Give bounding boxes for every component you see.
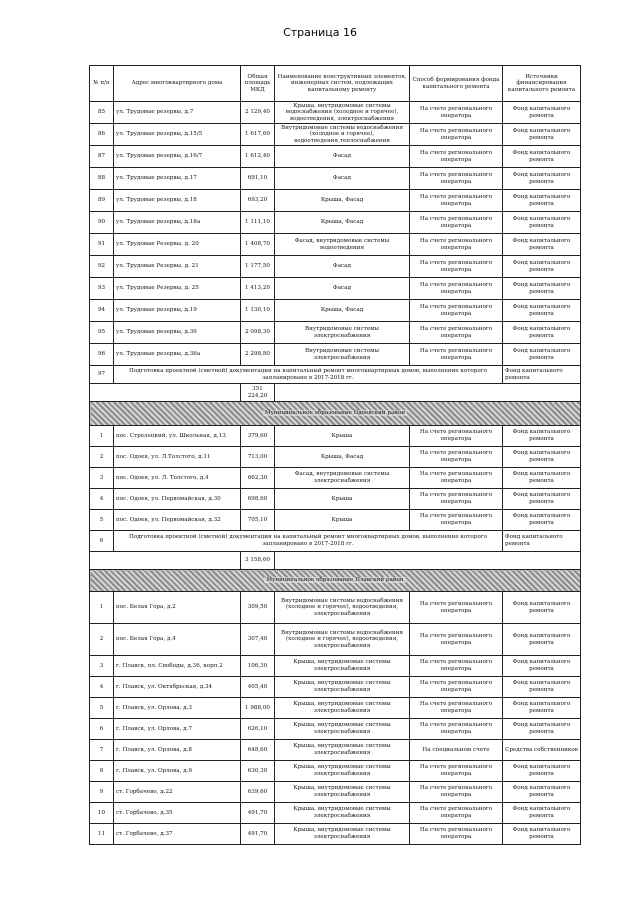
table-row <box>90 146 581 168</box>
row-work: Внутридомовые системы электроснабжения <box>275 344 410 366</box>
row-address: ул. Трудовые резервы, д.36а <box>114 344 241 366</box>
row-source: Фонд капитального ремонта <box>503 190 581 212</box>
row-area: 705,10 <box>241 510 275 531</box>
row-address: г. Плавск, пл. Свободы, д.36, корп.2 <box>114 656 241 677</box>
row-method: На счете регионального оператора <box>410 719 503 740</box>
design-description: Подготовка проектной (сметной) документации на капитальный ремонт многоквартирных домов, выполнение которого запланировано в 2017-2018 гг. <box>114 366 503 384</box>
table-row <box>90 740 581 761</box>
row-work: Крыша, внутридомовые системы электроснабжения <box>275 824 410 845</box>
row-method: На счете регионального оператора <box>410 824 503 845</box>
row-address: ст. Горбачево, д.35 <box>114 803 241 824</box>
row-method: На счете регионального оператора <box>410 234 503 256</box>
row-work: Фасад, внутридомовые системы электроснабжения <box>275 468 410 489</box>
row-method: На счете регионального оператора <box>410 278 503 300</box>
design-row <box>90 531 581 552</box>
row-source: Фонд капитального ремонта <box>503 489 581 510</box>
row-number: 5 <box>90 698 114 719</box>
row-address: ул. Трудовые резервы, д.17 <box>114 168 241 190</box>
row-address: ст. Горбачево, д.37 <box>114 824 241 845</box>
row-work: Крыша, внутридомовые системы электроснабжения <box>275 698 410 719</box>
table-row <box>90 190 581 212</box>
row-work: Крыша, внутридомовые системы электроснабжения <box>275 677 410 698</box>
row-number: 87 <box>90 146 114 168</box>
table-row <box>90 719 581 740</box>
row-area: 106,30 <box>241 656 275 677</box>
row-area: 693,20 <box>241 190 275 212</box>
row-work: Фасад <box>275 256 410 278</box>
row-address: ул. Трудовые Резервы, д. 25 <box>114 278 241 300</box>
row-work: Крыша, Фасад <box>275 190 410 212</box>
row-number: 6 <box>90 531 114 552</box>
table-row <box>90 803 581 824</box>
row-number: 1 <box>90 592 114 624</box>
row-address: ул. Трудовые Резервы, д. 20 <box>114 234 241 256</box>
row-method: На счете регионального оператора <box>410 656 503 677</box>
row-address: пос. Белая Гора, д.4 <box>114 624 241 656</box>
row-source: Фонд капитального ремонта <box>503 656 581 677</box>
row-method: На счете регионального оператора <box>410 698 503 719</box>
row-address: ул. Трудовые резервы, д.18а <box>114 212 241 234</box>
row-number: 5 <box>90 510 114 531</box>
row-source: Фонд капитального ремонта <box>503 803 581 824</box>
row-source: Фонд капитального ремонта <box>503 447 581 468</box>
row-source: Фонд капитального ремонта <box>503 344 581 366</box>
row-work: Внутридомовые системы водоснабжения (холодное и горячее), водоотведения, электроснабжения <box>275 592 410 624</box>
row-work: Крыша, внутридомовые системы электроснабжения <box>275 719 410 740</box>
row-work: Крыша, Фасад <box>275 212 410 234</box>
total-spacer <box>90 552 241 570</box>
row-number: 95 <box>90 322 114 344</box>
total-blank <box>275 552 581 570</box>
row-number: 2 <box>90 447 114 468</box>
design-row <box>90 366 581 384</box>
row-area: 491,70 <box>241 824 275 845</box>
row-source: Фонд капитального ремонта <box>503 102 581 124</box>
row-area: 1 617,60 <box>241 124 275 146</box>
row-method: На счете регионального оператора <box>410 256 503 278</box>
row-method: На счете регионального оператора <box>410 102 503 124</box>
row-address: пос. Стрелецкий, ул. Школьная, д.13 <box>114 426 241 447</box>
row-area: 2 098,30 <box>241 322 275 344</box>
header-area: Общая площадь МКД <box>241 66 275 102</box>
row-work: Крыша, внутридомовые системы электроснабжения <box>275 656 410 677</box>
row-address: пос. Белая Гора, д.2 <box>114 592 241 624</box>
row-address: г. Плавск, ул. Орлова, д.7 <box>114 719 241 740</box>
design-description: Подготовка проектной (сметной) документации на капитальный ремонт многоквартирных домов, выполнение которого запланировано в 2017-2018 гг. <box>114 531 503 552</box>
row-work: Крыша, внутридомовые системы водоснабжения (холодное и горячее), водоотведения, электроснабжения <box>275 102 410 124</box>
row-address: пос. Одоев, ул. Л.Толстого, д.11 <box>114 447 241 468</box>
row-method: На счете регионального оператора <box>410 468 503 489</box>
row-method: На счете регионального оператора <box>410 803 503 824</box>
section-header <box>90 570 581 592</box>
row-number: 85 <box>90 102 114 124</box>
row-address: г. Плавск, ул. Октябрьская, д.34 <box>114 677 241 698</box>
row-number: 3 <box>90 468 114 489</box>
row-source: Фонд капитального ремонта <box>503 677 581 698</box>
row-number: 92 <box>90 256 114 278</box>
row-source: Фонд капитального ремонта <box>503 168 581 190</box>
table-row <box>90 782 581 803</box>
row-work: Крыша, внутридомовые системы электроснабжения <box>275 740 410 761</box>
row-method: На счете регионального оператора <box>410 447 503 468</box>
row-work: Фасад, внутридомовые системы водоотведения <box>275 234 410 256</box>
row-method: На счете регионального оператора <box>410 124 503 146</box>
capital-repair-table <box>89 65 581 845</box>
row-work: Крыша, внутридомовые системы электроснабжения <box>275 782 410 803</box>
table-row <box>90 256 581 278</box>
row-area: 698,60 <box>241 489 275 510</box>
row-number: 4 <box>90 489 114 510</box>
row-source: Фонд капитального ремонта <box>503 322 581 344</box>
header-work: Наименование конструктивных элементов, инженерных систем, подлежащих капитальному ремонту <box>275 66 410 102</box>
row-area: 1 177,50 <box>241 256 275 278</box>
row-area: 626,10 <box>241 719 275 740</box>
total-row <box>90 552 581 570</box>
row-address: ул. Трудовые резервы, д.15/5 <box>114 124 241 146</box>
table-row <box>90 489 581 510</box>
row-method: На счете регионального оператора <box>410 782 503 803</box>
row-number: 9 <box>90 782 114 803</box>
total-area: 351 224,20 <box>241 384 275 402</box>
row-area: 662,30 <box>241 468 275 489</box>
row-source: Фонд капитального ремонта <box>503 124 581 146</box>
row-number: 96 <box>90 344 114 366</box>
row-number: 94 <box>90 300 114 322</box>
row-area: 2 298,80 <box>241 344 275 366</box>
row-number: 1 <box>90 426 114 447</box>
row-number: 6 <box>90 719 114 740</box>
header-method: Способ формирования фонда капитального ремонта <box>410 66 503 102</box>
row-source: Фонд капитального ремонта <box>503 468 581 489</box>
row-number: 10 <box>90 803 114 824</box>
table-row <box>90 468 581 489</box>
row-number: 8 <box>90 761 114 782</box>
row-source: Фонд капитального ремонта <box>503 624 581 656</box>
page-title: Страница 16 <box>283 26 357 39</box>
table-row <box>90 426 581 447</box>
row-work: Крыша <box>275 489 410 510</box>
row-area: 2 129,40 <box>241 102 275 124</box>
row-work: Внутридомовые системы электроснабжения <box>275 322 410 344</box>
row-work: Крыша, внутридомовые системы электроснабжения <box>275 761 410 782</box>
row-work: Внутридомовые системы водоснабжения (холодное и горячее), водоотведения,теплоснабжения <box>275 124 410 146</box>
row-number: 93 <box>90 278 114 300</box>
table-row <box>90 344 581 366</box>
row-method: На счете регионального оператора <box>410 489 503 510</box>
row-area: 1 111,10 <box>241 212 275 234</box>
table-row <box>90 677 581 698</box>
row-number: 97 <box>90 366 114 384</box>
row-number: 2 <box>90 624 114 656</box>
header-source: Источники финансирования капитального ремонта <box>503 66 581 102</box>
section-title: Муниципальное образование Одоевский район <box>264 410 406 417</box>
row-address: пос. Одоев, ул. Л. Толстого, д.4 <box>114 468 241 489</box>
table-row <box>90 278 581 300</box>
row-source: Фонд капитального ремонта <box>503 234 581 256</box>
row-area: 379,60 <box>241 426 275 447</box>
row-source: Фонд капитального ремонта <box>503 782 581 803</box>
row-address: ул. Трудовые резервы, д.36 <box>114 322 241 344</box>
row-area: 630,30 <box>241 761 275 782</box>
row-method: На счете регионального оператора <box>410 510 503 531</box>
row-method: На счете регионального оператора <box>410 592 503 624</box>
row-area: 648,60 <box>241 740 275 761</box>
row-number: 3 <box>90 656 114 677</box>
table-row <box>90 300 581 322</box>
section-header-row <box>90 570 581 592</box>
row-source: Фонд капитального ремонта <box>503 510 581 531</box>
table-row <box>90 761 581 782</box>
table-row <box>90 124 581 146</box>
row-number: 88 <box>90 168 114 190</box>
row-address: пос. Одоев, ул. Первомайская, д.30 <box>114 489 241 510</box>
row-method: На счете регионального оператора <box>410 212 503 234</box>
row-source: Фонд капитального ремонта <box>503 212 581 234</box>
table-row <box>90 824 581 845</box>
row-source: Фонд капитального ремонта <box>503 761 581 782</box>
row-work: Крыша, Фасад <box>275 300 410 322</box>
section-title: Муниципальное образование Плавский район <box>266 577 404 584</box>
row-area: 405,40 <box>241 677 275 698</box>
total-blank <box>275 384 581 402</box>
row-method: На счете регионального оператора <box>410 426 503 447</box>
row-work: Крыша <box>275 510 410 531</box>
row-work: Крыша, Фасад <box>275 447 410 468</box>
row-address: г. Плавск, ул. Орлова, д.3 <box>114 698 241 719</box>
row-source: Фонд капитального ремонта <box>503 698 581 719</box>
row-number: 89 <box>90 190 114 212</box>
row-method: На счете регионального оператора <box>410 761 503 782</box>
row-number: 4 <box>90 677 114 698</box>
row-number: 7 <box>90 740 114 761</box>
row-source: Фонд капитального ремонта <box>503 719 581 740</box>
row-method: На счете регионального оператора <box>410 300 503 322</box>
row-area: 309,50 <box>241 592 275 624</box>
table-row <box>90 322 581 344</box>
row-method: На специальном счете <box>410 740 503 761</box>
row-address: г. Плавск, ул. Орлова, д.8 <box>114 740 241 761</box>
total-spacer <box>90 384 241 402</box>
row-address: г. Плавск, ул. Орлова, д.9 <box>114 761 241 782</box>
row-address: ул. Трудовые резервы, д.7 <box>114 102 241 124</box>
row-area: 307,40 <box>241 624 275 656</box>
row-method: На счете регионального оператора <box>410 344 503 366</box>
row-source: Фонд капитального ремонта <box>503 300 581 322</box>
table-row <box>90 624 581 656</box>
row-address: ст. Горбачево, д.22 <box>114 782 241 803</box>
row-address: ул. Трудовые Резервы, д. 21 <box>114 256 241 278</box>
row-work: Внутридомовые системы водоснабжения (холодное и горячее), водоотведения, электроснабжения <box>275 624 410 656</box>
row-number: 91 <box>90 234 114 256</box>
row-source: Фонд капитального ремонта <box>503 824 581 845</box>
row-source: Средства собственников <box>503 740 581 761</box>
row-source: Фонд капитального ремонта <box>503 146 581 168</box>
row-area: 639,60 <box>241 782 275 803</box>
row-number: 90 <box>90 212 114 234</box>
row-area: 1 988,00 <box>241 698 275 719</box>
row-source: Фонд капитального ремонта <box>503 531 581 552</box>
row-work: Фасад <box>275 146 410 168</box>
total-area: 3 158,60 <box>241 552 275 570</box>
row-work: Фасад <box>275 168 410 190</box>
table-row <box>90 698 581 719</box>
header-row <box>90 66 581 102</box>
row-area: 691,10 <box>241 168 275 190</box>
row-address: ул. Трудовые резервы, д.16/7 <box>114 146 241 168</box>
row-address: ул. Трудовые резервы, д.18 <box>114 190 241 212</box>
row-area: 491,70 <box>241 803 275 824</box>
section-header <box>90 402 581 426</box>
header-num: № п/п <box>90 66 114 102</box>
table-row <box>90 212 581 234</box>
row-source: Фонд капитального ремонта <box>503 426 581 447</box>
row-method: На счете регионального оператора <box>410 190 503 212</box>
table-row <box>90 447 581 468</box>
section-header-row <box>90 402 581 426</box>
row-work: Крыша, внутридомовые системы электроснабжения <box>275 803 410 824</box>
row-work: Крыша <box>275 426 410 447</box>
row-source: Фонд капитального ремонта <box>503 278 581 300</box>
row-method: На счете регионального оператора <box>410 677 503 698</box>
total-row <box>90 384 581 402</box>
table-row <box>90 168 581 190</box>
row-number: 86 <box>90 124 114 146</box>
row-address: ул. Трудовые резервы, д.19 <box>114 300 241 322</box>
row-address: пос. Одоев, ул. Первомайская, д.32 <box>114 510 241 531</box>
row-source: Фонд капитального ремонта <box>503 592 581 624</box>
table-row <box>90 592 581 624</box>
row-method: На счете регионального оператора <box>410 322 503 344</box>
row-area: 1 408,70 <box>241 234 275 256</box>
table-row <box>90 510 581 531</box>
table-row <box>90 656 581 677</box>
row-work: Фасад <box>275 278 410 300</box>
row-area: 1 413,20 <box>241 278 275 300</box>
row-area: 1 130,10 <box>241 300 275 322</box>
row-method: На счете регионального оператора <box>410 624 503 656</box>
row-method: На счете регионального оператора <box>410 146 503 168</box>
row-area: 713,00 <box>241 447 275 468</box>
row-source: Фонд капитального ремонта <box>503 256 581 278</box>
row-area: 1 612,40 <box>241 146 275 168</box>
row-source: Фонд капитального ремонта <box>503 366 581 384</box>
table-row <box>90 102 581 124</box>
header-address: Адрес многоквартирного дома <box>114 66 241 102</box>
row-method: На счете регионального оператора <box>410 168 503 190</box>
row-number: 11 <box>90 824 114 845</box>
table-row <box>90 234 581 256</box>
